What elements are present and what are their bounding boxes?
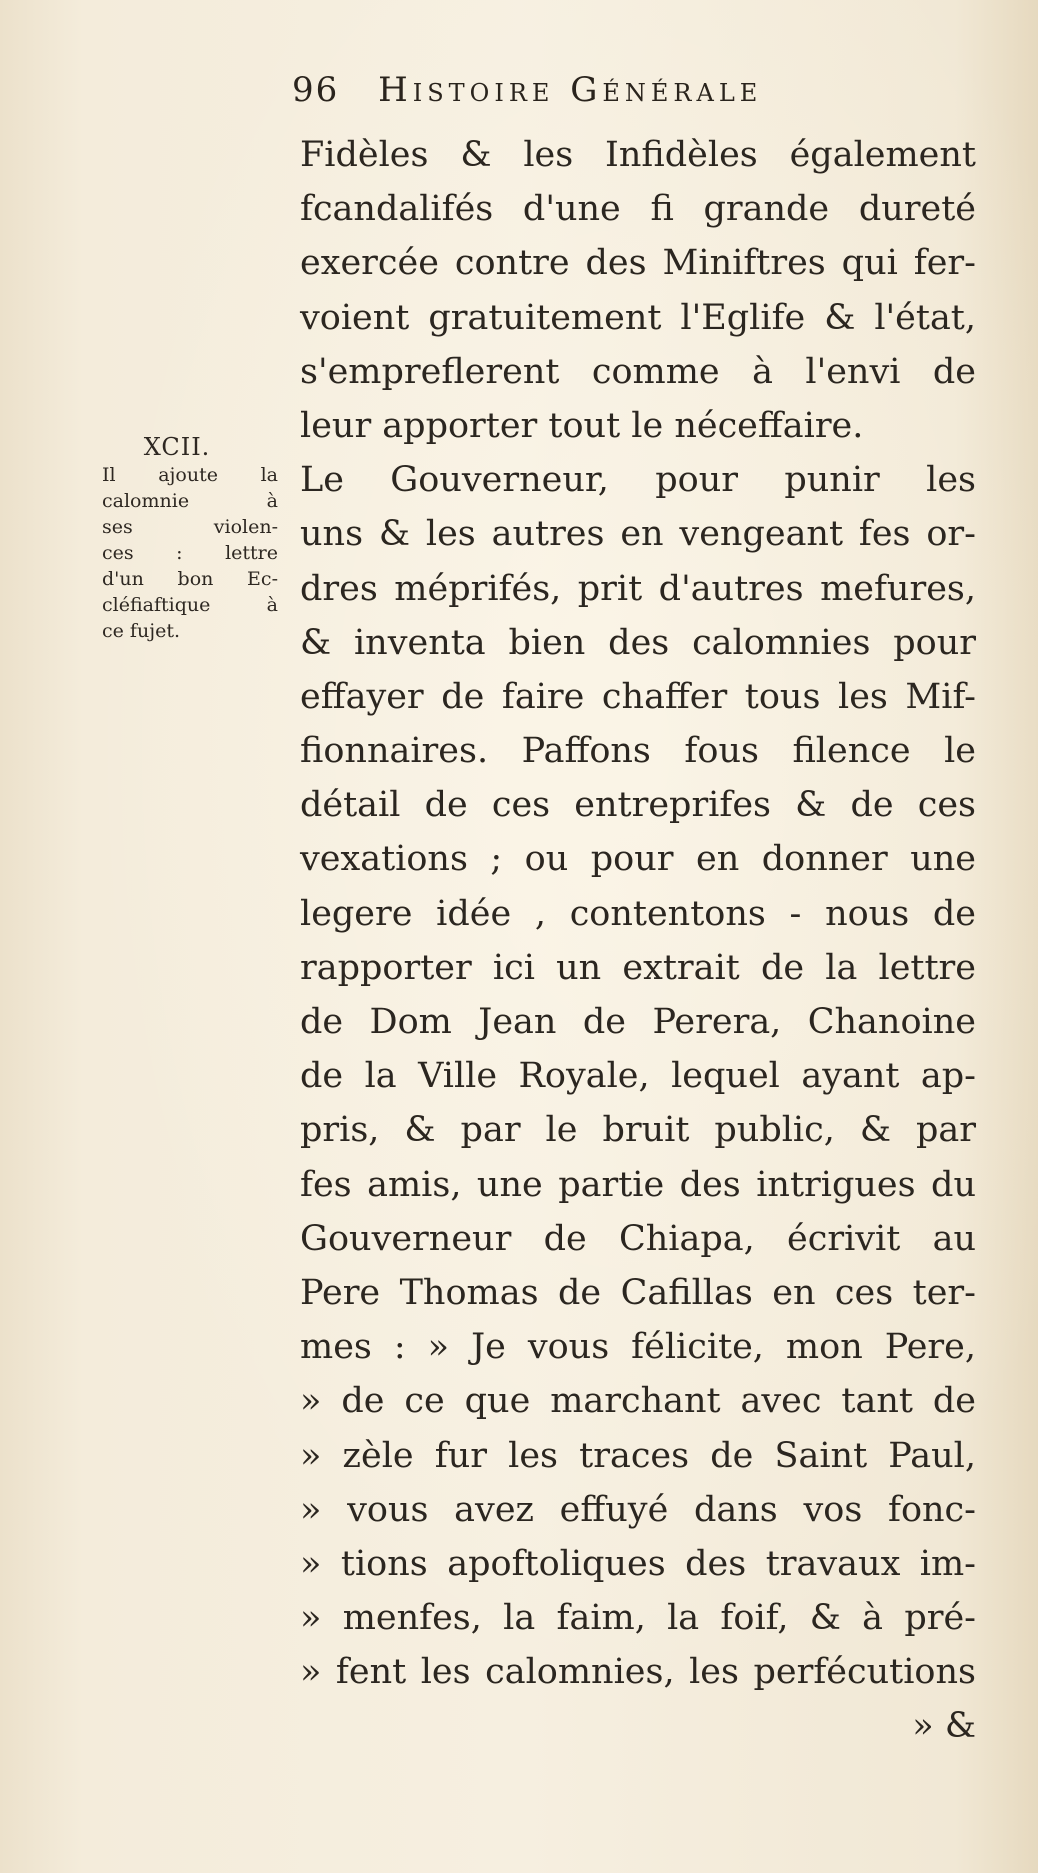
text-line: exercée contre des Miniftres qui fer- [300, 243, 976, 284]
marginal-note-line: ses violen- [102, 516, 278, 538]
text-line: legere idée , contentons - nous de [300, 893, 976, 934]
text-line: de Dom Jean de Perera, Chanoine [300, 1002, 976, 1042]
page-number: 96 [292, 70, 340, 110]
text-line: uns & les autres en vengeant fes or- [300, 514, 976, 555]
text-line: fes amis, une partie des intrigues du [300, 1164, 976, 1205]
text-line: fionnaires. Paffons fous filence le [300, 731, 976, 772]
text-line: leur apporter tout le néceffaire. [300, 405, 864, 446]
text-line: & inventa bien des calomnies pour [300, 622, 976, 663]
text-line: » fent les calomnies, les perfécutions [300, 1652, 976, 1693]
text-line: rapporter ici un extrait de la lettre [300, 947, 976, 988]
marginal-note-line: Il ajoute la [102, 464, 278, 486]
text-line: » tions apoftoliques des travaux im- [300, 1543, 976, 1584]
marginal-note-line: ces : lettre [102, 542, 278, 564]
marginal-note [102, 432, 282, 644]
text-line: vexations ; ou pour en donner une [300, 839, 976, 880]
text-line: dres méprifés, prit d'autres mefures, [300, 568, 976, 609]
text-line: mes : » Je vous félicite, mon Pere, [300, 1327, 976, 1368]
text-line: Fidèles & les Infidèles également [300, 135, 976, 175]
text-line: de la Ville Royale, lequel ayant ap- [300, 1056, 976, 1097]
text-line: effayer de faire chaffer tous les Mif- [300, 676, 976, 717]
marginal-note-number: XCII. [143, 433, 211, 461]
catchword: » & [912, 1706, 976, 1747]
running-title: Histoire Générale [378, 70, 763, 110]
text-line: détail de ces entreprifes & de ces [300, 785, 976, 826]
marginal-note-line: calomnie à [102, 490, 278, 512]
text-line: » de ce que marchant avec tant de [300, 1381, 976, 1422]
text-line: » menfes, la faim, la foif, & à pré- [300, 1598, 976, 1639]
text-line: fcandalifés d'une fi grande dureté [300, 189, 976, 230]
text-line: Gouverneur de Chiapa, écrivit au [300, 1218, 976, 1259]
text-line: pris, & par le bruit public, & par [300, 1110, 976, 1151]
marginal-note-line: ce fujet. [102, 620, 181, 642]
text-line: Pere Thomas de Cafillas en ces ter- [300, 1272, 976, 1313]
text-line: s'empreflerent comme à l'envi de [300, 351, 976, 392]
text-line: » vous avez effuyé dans vos fonc- [300, 1489, 976, 1530]
running-header [292, 70, 992, 120]
marginal-note-line: cléfiaftique à [102, 594, 278, 616]
marginal-note-line: d'un bon Ec- [102, 568, 278, 590]
text-line: » zèle fur les traces de Saint Paul, [300, 1435, 976, 1476]
text-line: Le Gouverneur, pour punir les [300, 460, 976, 501]
text-line: voient gratuitement l'Eglife & l'état, [300, 297, 976, 338]
body-text [300, 128, 976, 1754]
